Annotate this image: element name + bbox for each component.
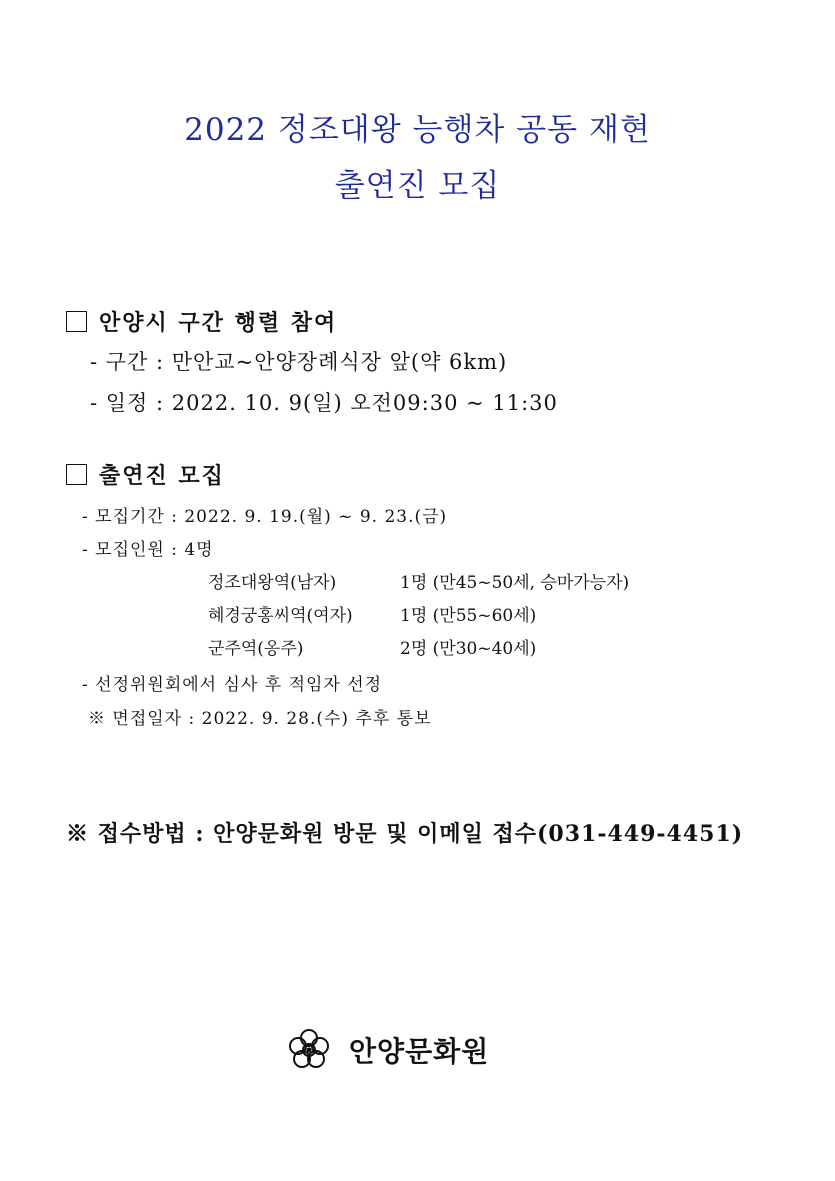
page-title: 2022 정조대왕 능행차 공동 재현 xyxy=(184,112,651,148)
role-detail: 1명 (만55~60세) xyxy=(400,606,537,626)
checkbox-square-icon xyxy=(66,311,87,332)
application-method: ※ 접수방법 : 안양문화원 방문 및 이메일 접수(031-449-4451) xyxy=(66,821,744,847)
role-detail: 2명 (만30~40세) xyxy=(400,639,537,659)
section-heading-label: 출연진 모집 xyxy=(99,463,225,489)
role-name: 군주역(옹주) xyxy=(208,639,304,659)
recruit-headcount: - 모집인원 : 4명 xyxy=(82,540,214,560)
checkbox-square-icon xyxy=(66,464,87,485)
route-info: - 구간 : 만안교~안양장례식장 앞(약 6km) xyxy=(90,350,508,374)
page-subtitle: 출연진 모집 xyxy=(334,168,501,204)
role-name: 정조대왕역(남자) xyxy=(208,573,337,593)
section-heading-parade xyxy=(66,306,337,337)
org-name: 안양문화원 xyxy=(349,1035,490,1068)
role-detail: 1명 (만45~50세, 승마가능자) xyxy=(400,573,630,593)
flower-emblem-icon xyxy=(287,1028,331,1072)
footer-org xyxy=(287,1028,489,1072)
recruit-period: - 모집기간 : 2022. 9. 19.(월) ~ 9. 23.(금) xyxy=(82,507,448,527)
role-name: 혜경궁홍씨역(여자) xyxy=(208,606,353,626)
schedule-info: - 일정 : 2022. 10. 9(일) 오전09:30 ~ 11:30 xyxy=(90,391,558,415)
section-heading-label: 안양시 구간 행렬 참여 xyxy=(99,310,338,336)
selection-note: - 선정위원회에서 심사 후 적임자 선정 xyxy=(82,675,383,695)
section-heading-recruit xyxy=(66,459,225,490)
interview-note: ※ 면접일자 : 2022. 9. 28.(수) 추후 통보 xyxy=(88,709,432,729)
